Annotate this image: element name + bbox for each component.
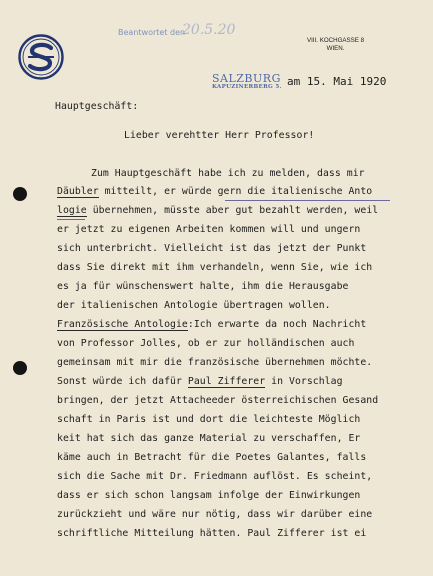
text-line [57, 395, 378, 406]
text-segment: übernehmen, müsste aber gut bezahlt werden, weil [86, 205, 379, 216]
text-line [57, 414, 360, 425]
text-segment: käme auch in Betracht für die Poetes Galantes, falls [57, 452, 367, 463]
punch-hole [13, 187, 27, 201]
text-line [57, 186, 372, 197]
place-city: SALZBURG [212, 72, 281, 85]
text-line [57, 300, 331, 311]
text-segment: schriftliche Mitteilung hätten. Paul Zifferer ist ei [57, 528, 367, 539]
text-line [57, 528, 366, 539]
text-line [57, 319, 366, 330]
text-segment: keit hat sich das ganze Material zu verschaffen, Er [57, 433, 361, 444]
text-line [57, 224, 360, 235]
text-segment: dass er sich schon langsam infolge der Einwirkungen [57, 490, 361, 501]
text-line [57, 281, 348, 292]
letter-heading: Hauptgeschäft: [55, 101, 139, 112]
answered-stamp: Beantwortet den [118, 28, 186, 37]
underlined-text: logie [57, 205, 87, 216]
place-stamp [212, 73, 282, 91]
text-segment: er jetzt zu eigenen Arbeiten kommen will und ungern [57, 224, 361, 235]
monogram-S-logo-icon [18, 34, 64, 80]
text-segment: es ja für wünschenswert halte, ihm die Herausgabe [57, 281, 349, 292]
salutation: Lieber verehtter Herr Professor! [124, 130, 315, 141]
text-line [57, 471, 372, 482]
text-segment: mitteilt, er würde gern die italienische Anto [98, 186, 373, 197]
text-segment: von Professor Jolles, ob er zur holländischen auch [57, 338, 355, 349]
pencil-underline [57, 219, 85, 220]
text-line [57, 376, 343, 387]
text-segment: zurückzieht und wäre nur nötig, dass wir darüber eine [57, 509, 373, 520]
text-segment: in Vorschlag [265, 376, 343, 387]
text-line [91, 168, 365, 179]
underlined-text: Französische Antologie [57, 319, 188, 330]
text-segment: dass Sie direkt mit ihm verhandeln, wenn Sie, wie ich [57, 262, 373, 273]
text-line [57, 452, 366, 463]
text-line [57, 509, 372, 520]
text-segment: Zum Hauptgeschäft habe ich zu melden, dass mir [91, 168, 365, 179]
handwritten-date: 20.5.20 [182, 22, 236, 38]
address-line: WIEN. [326, 45, 345, 52]
text-segment: schaft in Paris ist und dort die leichteste Möglich [57, 414, 361, 425]
punch-hole [13, 361, 27, 375]
text-line [57, 243, 366, 254]
underlined-text: Däubler [57, 186, 99, 197]
text-segment: :Ich erwarte da noch Nachricht [187, 319, 367, 330]
pencil-underline [225, 200, 390, 201]
text-line [57, 433, 360, 444]
text-line [57, 205, 378, 216]
text-segment: sich unterbricht. Vielleicht ist das jetzt der Punkt [57, 243, 367, 254]
address-line: VIII. KOCHGASSE 8 [307, 37, 365, 44]
text-segment: sich die Sache mit Dr. Friedmann auflöst. Es scheint, [57, 471, 373, 482]
text-segment: bringen, der jetzt Attacheeder österreichischen Gesand [57, 395, 379, 406]
text-segment: der italienischen Antologie übertragen wollen. [57, 300, 331, 311]
text-line [57, 338, 354, 349]
letterhead-address [307, 37, 364, 53]
text-line [57, 262, 372, 273]
text-line [57, 490, 360, 501]
underlined-text: Paul Zifferer [187, 376, 266, 387]
text-segment: Sonst würde ich dafür [57, 376, 188, 387]
text-segment: gemeinsam mit mir die französische übernehmen möchte. [57, 357, 373, 368]
letter-date: am 15. Mai 1920 [287, 75, 387, 88]
place-street: KAPUZINERBERG 5. [212, 84, 282, 90]
text-line [57, 357, 372, 368]
